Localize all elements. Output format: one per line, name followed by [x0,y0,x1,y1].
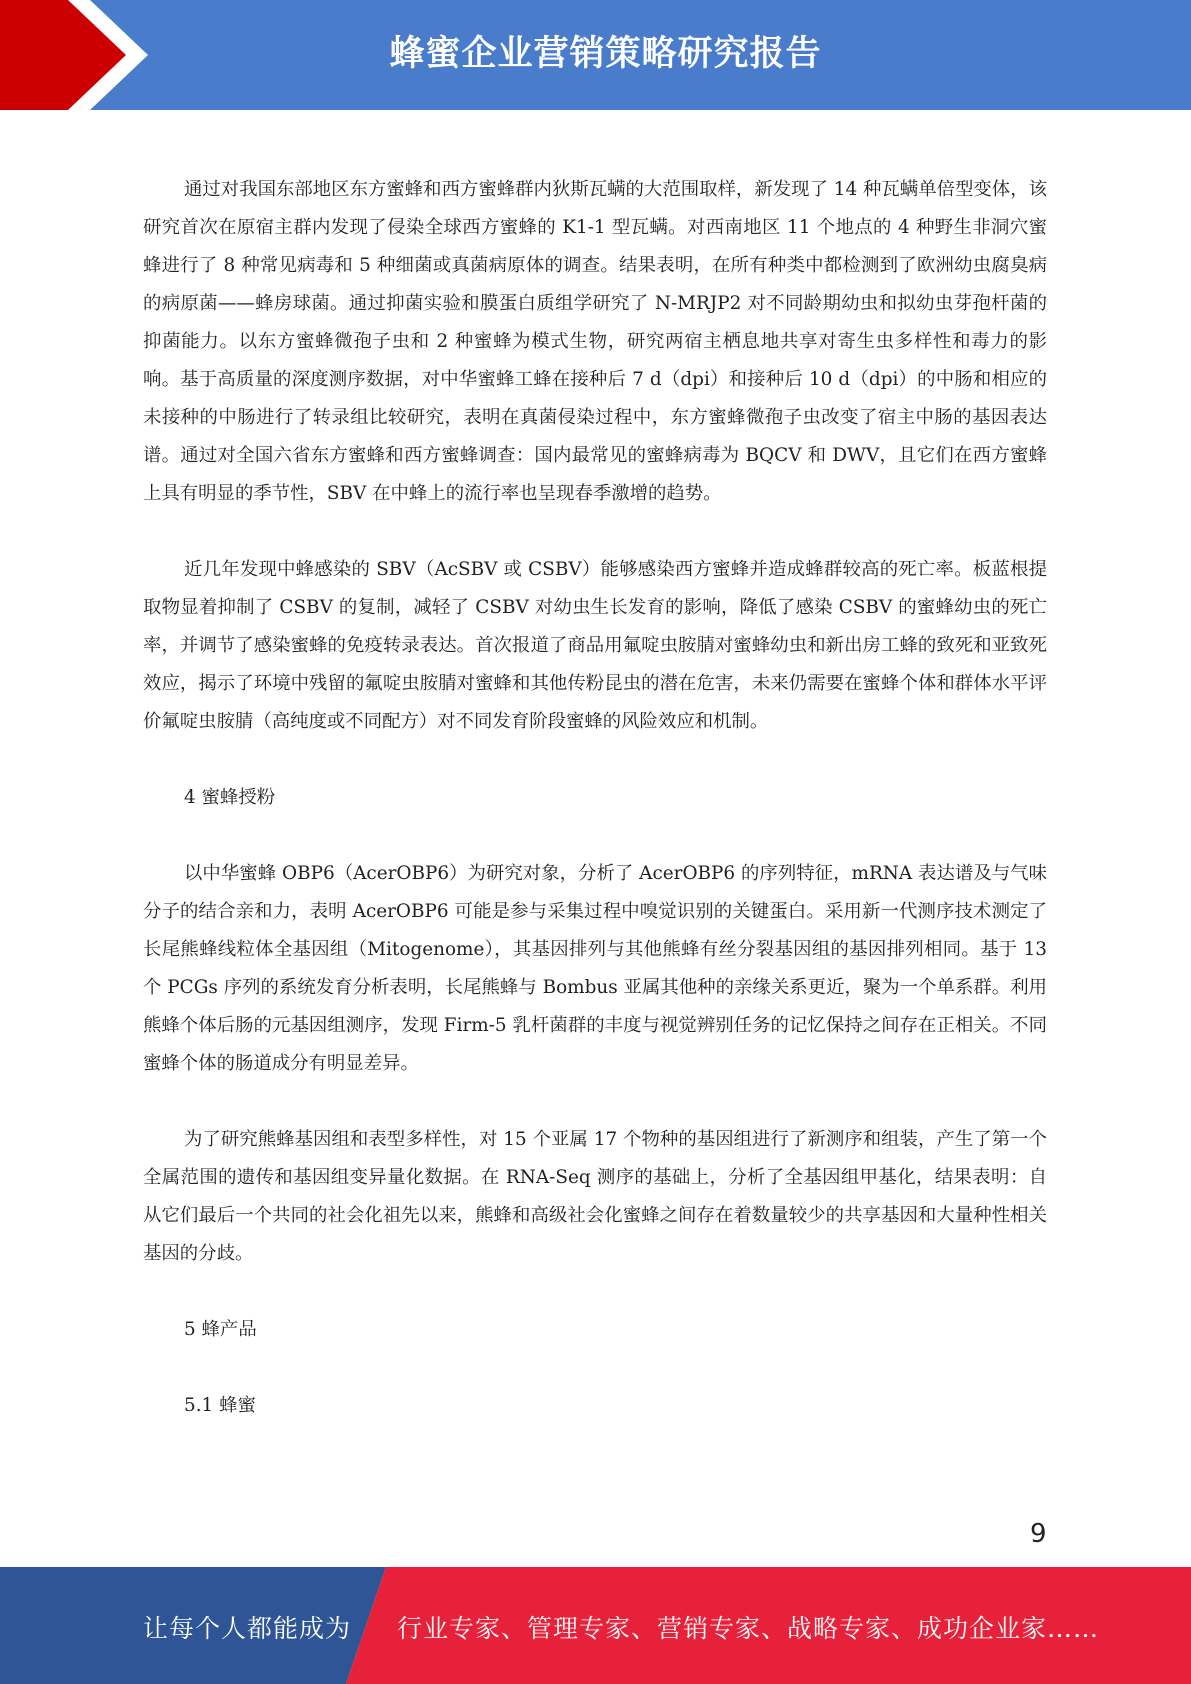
subsection-heading: 5.1 蜂蜜 [184,1395,256,1416]
section-heading: 4 蜜蜂授粉 [184,787,276,808]
document-title: 蜂蜜企业营销策略研究报告 [389,34,822,74]
document-body [143,171,1047,1463]
body-paragraph: 为了研究熊蜂基因组和表型多样性，对 15 个亚属 17 个物种的基因组进行了新测序和组装，产生了第一个全属范围的遗传和基因组变异量化数据。在 RNA-Seq 测序的基础上，分析了全基因组甲基化，结果表明：自从它们最后一个共同的社会化祖先以来，熊蜂和高级社会化蜜蜂之间存在着数量较少的共享基因和大量种性相关基因的分歧。 [143,1129,1047,1264]
page-footer [0,1567,1191,1684]
page-number: 9 [1030,1519,1047,1549]
body-paragraph: 以中华蜜蜂 OBP6（AcerOBP6）为研究对象，分析了 AcerOBP6 的序列特征，mRNA 表达谱及与气味分子的结合亲和力，表明 AcerOBP6 可能是参与采集过程中嗅觉识别的关键蛋白。采用新一代测序技术测定了长尾熊蜂线粒体全基因组（Mitogenome），其基因排列与其他熊蜂有丝分裂基因组的基因排列相同。基于 13 个 PCGs 序列的系统发育分析表明，长尾熊蜂与 Bombus 亚属其他种的亲缘关系更近，聚为一个单系群。利用熊蜂个体后肠的元基因组测序，发现 Firm-5 乳杆菌群的丰度与视觉辨别任务的记忆保持之间存在正相关。不同蜜蜂个体的肠道成分有明显差异。 [143,863,1047,1074]
footer-slogan-left: 让每个人都能成为 [143,1614,352,1643]
body-paragraph: 通过对我国东部地区东方蜜蜂和西方蜜蜂群内狄斯瓦螨的大范围取样，新发现了 14 种瓦螨单倍型变体，该研究首次在原宿主群内发现了侵染全球西方蜜蜂的 K1-1 型瓦螨。对西南地区 11 个地点的 4 种野生非洞穴蜜蜂进行了 8 种常见病毒和 5 种细菌或真菌病原体的调查。结果表明，在所有种类中都检测到了欧洲幼虫腐臭病的病原菌——蜂房球菌。通过抑菌实验和膜蛋白质组学研究了 N-MRJP2 对不同龄期幼虫和拟幼虫芽孢杆菌的抑菌能力。以东方蜜蜂微孢子虫和 2 种蜜蜂为模式生物，研究两宿主栖息地共享对寄生虫多样性和毒力的影响。基于高质量的深度测序数据，对中华蜜蜂工蜂在接种后 7 d（dpi）和接种后 10 d（dpi）的中肠和相应的未接种的中肠进行了转录组比较研究，表明在真菌侵染过程中，东方蜜蜂微孢子虫改变了宿主中肠的基因表达谱。通过对全国六省东方蜜蜂和西方蜜蜂调查：国内最常见的蜜蜂病毒为 BQCV 和 DWV，且它们在西方蜜蜂上具有明显的季节性，SBV 在中蜂上的流行率也呈现春季激增的趋势。 [143,179,1047,504]
footer-slogan-right: 行业专家、管理专家、营销专家、战略专家、成功企业家…… [397,1614,1100,1643]
page-header [0,0,1191,110]
body-paragraph: 近几年发现中蜂感染的 SBV（AcSBV 或 CSBV）能够感染西方蜜蜂并造成蜂群较高的死亡率。板蓝根提取物显着抑制了 CSBV 的复制，减轻了 CSBV 对幼虫生长发育的影响，降低了感染 CSBV 的蜜蜂幼虫的死亡率，并调节了感染蜜蜂的免疫转录表达。首次报道了商品用氟啶虫胺腈对蜜蜂幼虫和新出房工蜂的致死和亚致死效应，揭示了环境中残留的氟啶虫胺腈对蜜蜂和其他传粉昆虫的潜在危害，未来仍需要在蜜蜂个体和群体水平评价氟啶虫胺腈（高纯度或不同配方）对不同发育阶段蜜蜂的风险效应和机制。 [143,559,1047,732]
section-heading: 5 蜂产品 [184,1319,257,1340]
